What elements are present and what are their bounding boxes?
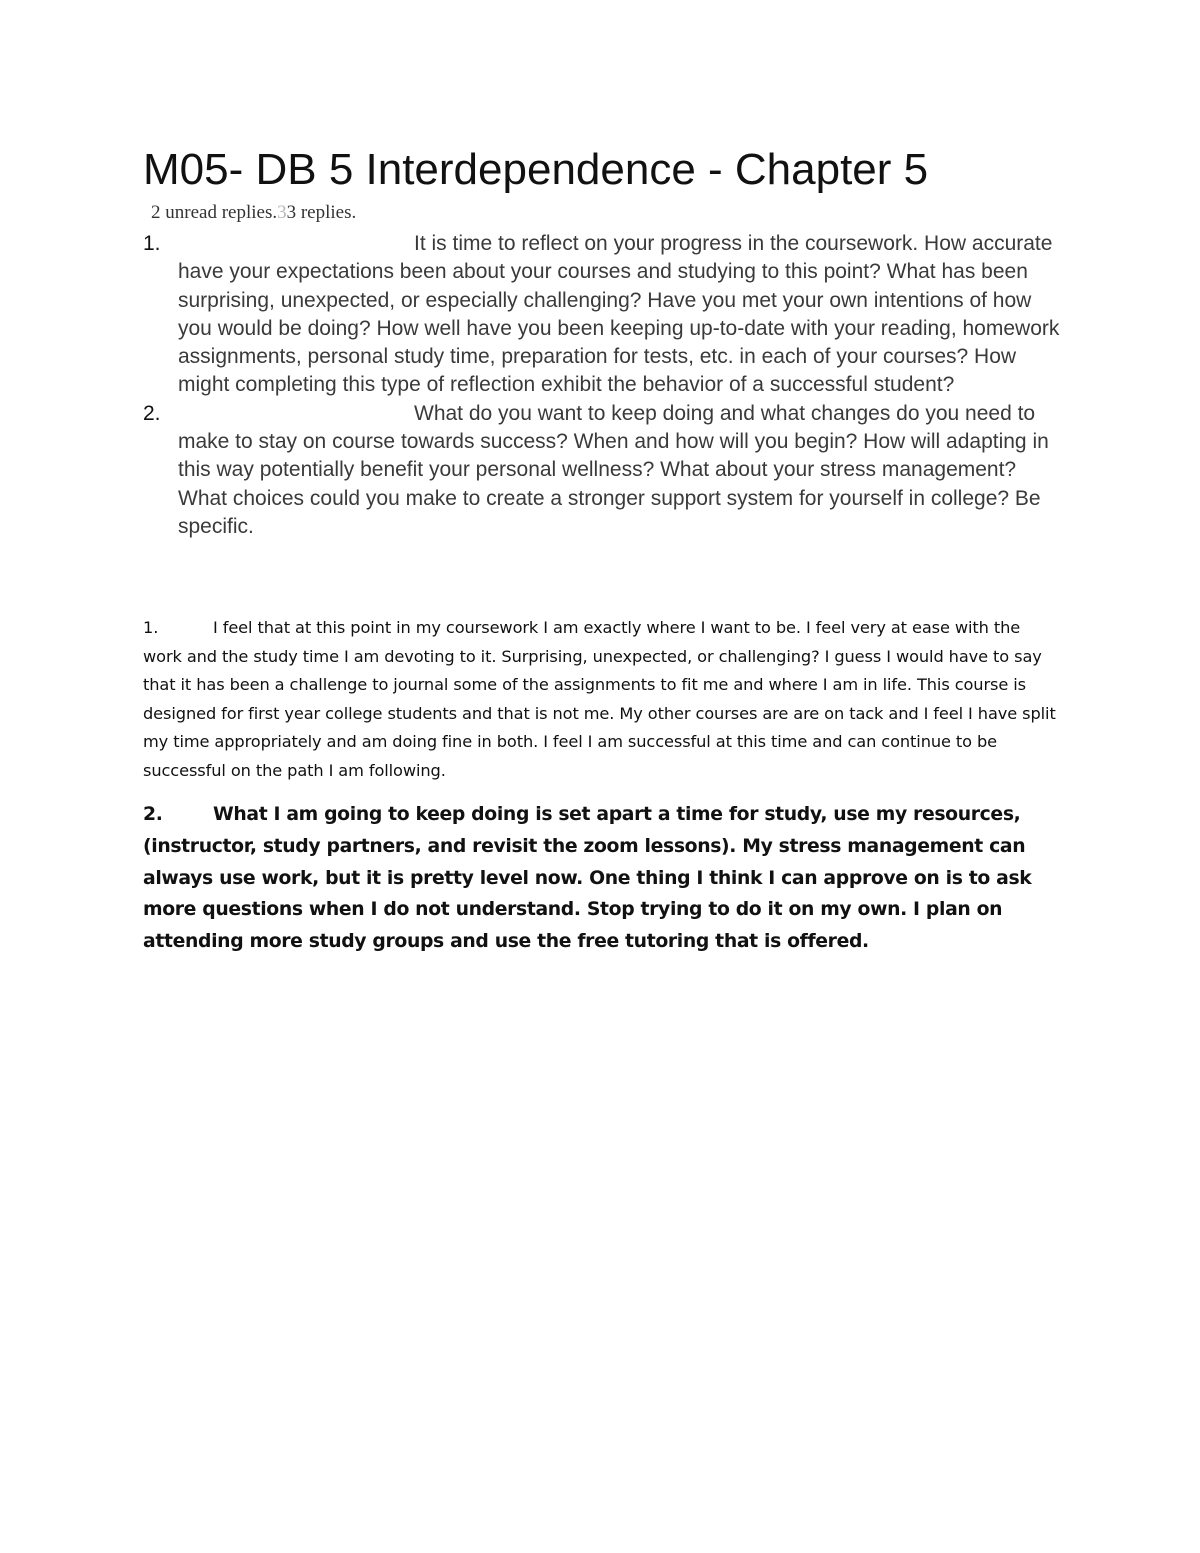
prompt-text: What do you want to keep doing and what changes do you need to make to stay on course towards success? When and how will you begin? How will adapting in this way potentially benefit your personal wellness? What about your stress management? What choices could you make to create a stronger support system for yourself in college? Be specific. [178,401,1049,538]
answer-paragraph [143,614,1063,785]
answer-number: 1. [143,618,159,637]
reply-count [151,200,356,226]
page-title: M05- DB 5 Interdependence - Chapter 5 [143,145,929,194]
prompt-number: 2. [143,401,161,425]
prompt-item [143,400,1063,541]
answer-text: What I am going to keep doing is set apart a time for study, use my resources, (instructor, study partners, and revisit the zoom lessons). My stress management can always use work, but it is pretty level now. One thing I think I can approve on is to ask more questions when I do not understand. Stop trying to do it on my own. I plan on attending more study groups and use the free tutoring that is offered. [143,804,1032,953]
prompt-number: 1. [143,232,161,255]
unread-replies-text: 2 unread replies. [151,202,278,223]
prompt-text: It is time to reflect on your progress in the coursework. How accurate have your expectations been about your courses and studying to this point? What has been surprising, unexpected, or especially challenging? Have you met your own intentions of how you would be doing? How well have you been keeping up-to-date with your reading, homework assignments, personal study time, preparation for tests, etc. in each of your courses? How might completing this type of reflection exhibit the behavior of a successful student? [178,232,1060,397]
prompt-item [143,230,1063,400]
total-replies-text: 3 replies. [286,202,357,223]
replies-highlight-text: 3 [277,202,287,223]
answer-paragraph [143,799,1063,958]
answer-number: 2. [143,804,163,825]
answer-text: I feel that at this point in my coursework I am exactly where I want to be. I feel very at ease with the work and the study time I am devoting to it. Surprising, unexpected, or challenging? I guess I would have to say that it has been a challenge to journal some of the assignments to fit me and where I am in life. This course is designed for first year college students and that is not me. My other courses are are on tack and I feel I have split my time appropriately and am doing fine in both. I feel I am successful at this time and can continue to be successful on the path I am following. [143,618,1056,780]
discussion-prompts [143,230,1063,541]
